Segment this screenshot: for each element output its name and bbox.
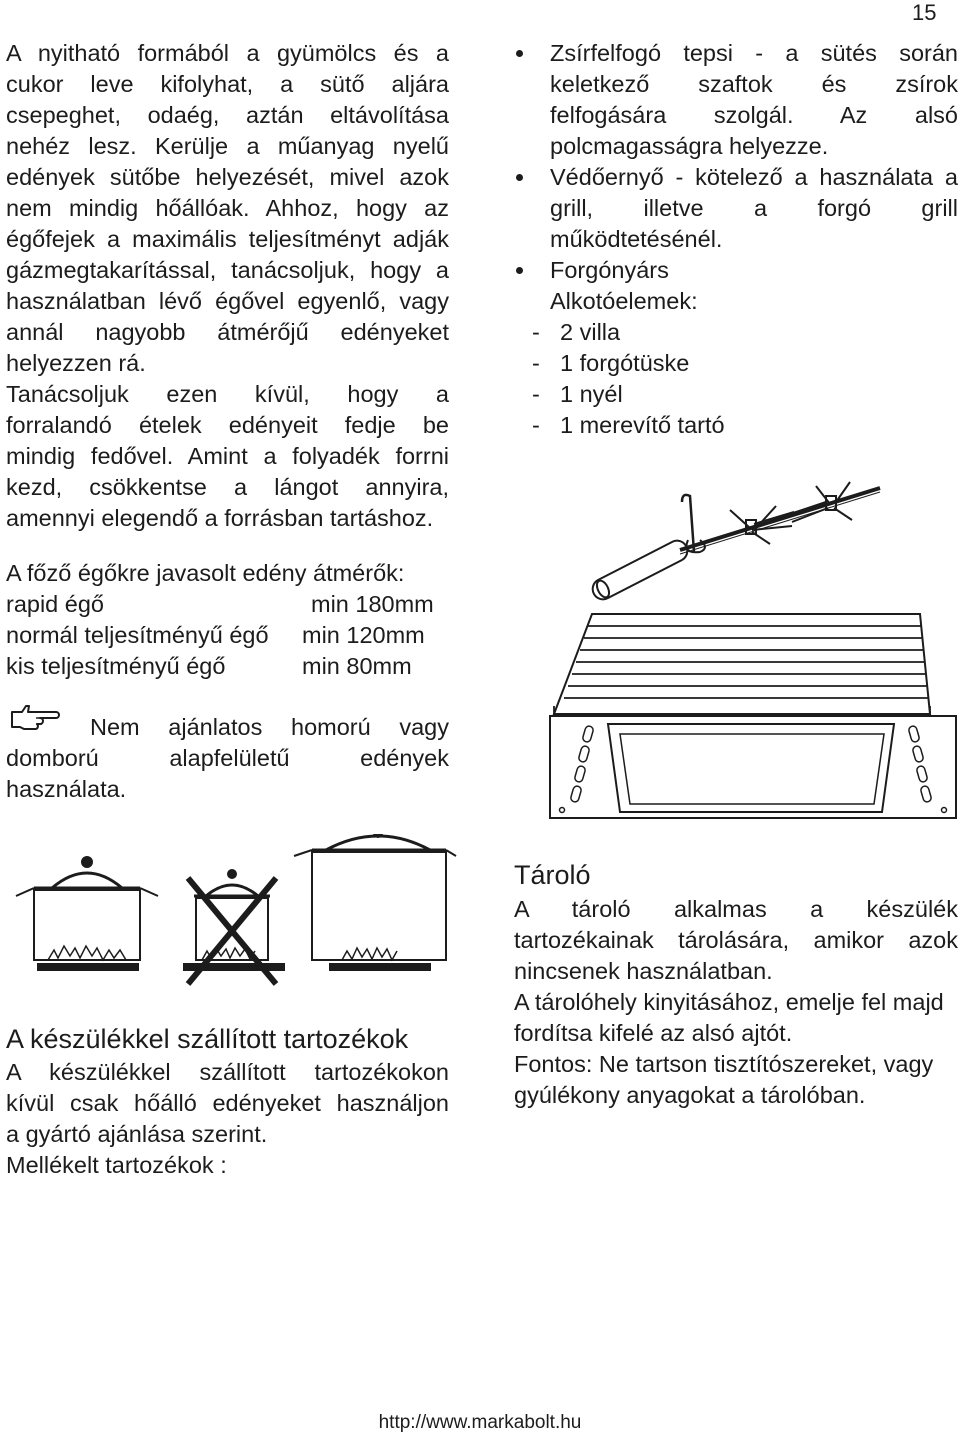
accessories-heading: A készülékkel szállított tartozékok	[6, 1024, 409, 1054]
intro-paragraph	[6, 38, 449, 379]
list-item	[502, 255, 958, 317]
text-line: használata.	[6, 776, 127, 802]
text-line: fordítsa kifelé az alsó ajtót.	[514, 1020, 793, 1046]
text-line: A nyitható formából a gyümölcs és a	[6, 40, 449, 66]
text-line: a gyártó ajánlása szerint.	[6, 1121, 268, 1147]
text-line: csepeghet, odaég, aztán eltávolítása	[6, 102, 449, 128]
text-line: annál nagyobb átmérőjű edényeket	[6, 319, 449, 345]
list-item: - 1 nyél	[530, 379, 830, 410]
correct-pot-image	[16, 857, 158, 970]
advice-paragraph	[6, 379, 449, 534]
text-line: cukor leve kifolyhat, a sütő aljára	[6, 71, 449, 97]
warning-note	[6, 712, 449, 805]
list-item	[502, 38, 958, 162]
text-line: domború alapfelületű edények	[6, 745, 449, 771]
footer-url: http://www.markabolt.hu	[378, 1412, 582, 1433]
text-line: Zsírfelfogó tepsi - a sütés során	[550, 40, 958, 66]
accessories-paragraph	[6, 1057, 449, 1181]
text-line: Forgónyárs	[550, 257, 669, 283]
text-line: grill, illetve a forgó grill	[550, 195, 958, 221]
text-line: keletkező szaftok és zsírok	[550, 71, 958, 97]
text-line: gyúlékony anyagokat a tárolóban.	[514, 1082, 866, 1108]
accessory-list	[502, 38, 958, 317]
components-label: Alkotóelemek:	[550, 288, 698, 314]
diameter-value: min 80mm	[302, 653, 412, 679]
text-line: Nem ajánlatos homorú vagy	[90, 714, 449, 740]
text-line: nehéz lesz. Kerülje a műanyag nyelű	[6, 133, 449, 159]
text-line: nincsenek használatban.	[514, 958, 773, 984]
accessories-included-label: Mellékelt tartozékok :	[6, 1152, 227, 1178]
burner-name: rapid égő	[6, 591, 104, 617]
text-line: nem mindig hőállóak. Ahhoz, hogy az	[6, 195, 449, 221]
drip-tray-image	[548, 714, 960, 822]
diameter-row	[6, 651, 456, 682]
text-line: kívül csak hőálló edényeket használjon	[6, 1090, 449, 1116]
pot-illustrations	[8, 834, 458, 994]
text-line: edények sütőbe helyezését, mivel azok	[6, 164, 449, 190]
text-line: A tároló alkalmas a készülék	[514, 896, 958, 922]
list-item	[502, 162, 958, 255]
important-label: Fontos:	[514, 1051, 593, 1077]
text-line: kezd, csökkentse a lángot annyira,	[6, 474, 449, 500]
burner-name: kis teljesítményű égő	[6, 653, 226, 679]
text-line: felfogására szolgál. Az alsó	[550, 102, 958, 128]
text-line: forralandó ételek edényeit fedje be	[6, 412, 449, 438]
burner-name: normál teljesítményű égő	[6, 622, 269, 648]
list-item: - 2 villa	[530, 317, 830, 348]
text-line: polcmagasságra helyezze.	[550, 133, 829, 159]
text-line: égőfejek a maximális teljesítményt adják	[6, 226, 449, 252]
large-pot-image	[294, 834, 456, 970]
text-line: Tanácsoljuk ezen kívül, hogy a	[6, 381, 449, 407]
wrong-pot-image	[184, 870, 284, 984]
text-line: Védőernyő - kötelező a használata a	[550, 164, 958, 190]
diameter-value: min 180mm	[311, 591, 434, 617]
wire-rack-image	[548, 610, 932, 720]
text-line: gázmegtakarítással, tanácsoljuk, hogy a	[6, 257, 449, 283]
diameter-table	[6, 558, 456, 682]
text-line: helyezzen rá.	[6, 350, 146, 376]
list-item: - 1 forgótüske	[530, 348, 830, 379]
diameter-row	[6, 589, 456, 620]
diameter-row	[6, 620, 456, 651]
text-line: tartozékainak tárolására, amikor azok	[514, 927, 958, 953]
text-line: használatban lévő égővel egyenlő, vagy	[6, 288, 449, 314]
text-line: amennyi elegendő a forrásban tartáshoz.	[6, 505, 434, 531]
storage-paragraph	[514, 894, 958, 1111]
text-line: mindig fedővel. Amint a folyadék forrni	[6, 443, 449, 469]
text-line: működtetésénél.	[550, 226, 723, 252]
text-line: A tárolóhely kinyitásához, emelje fel majd	[514, 989, 944, 1015]
diameter-title: A főző égőkre javasolt edény átmérők:	[6, 560, 405, 586]
storage-heading: Tároló	[514, 860, 591, 890]
important-text: Ne tartson tisztítószereket, vagy	[592, 1051, 934, 1077]
diameter-value: min 120mm	[302, 622, 425, 648]
important-note	[514, 1049, 958, 1080]
components-list	[530, 317, 830, 441]
page-number: 15	[912, 0, 937, 25]
text-line: A készülékkel szállított tartozékokon	[6, 1059, 449, 1085]
list-item: - 1 merevítő tartó	[530, 410, 830, 441]
rotisserie-spit-image	[580, 470, 910, 630]
